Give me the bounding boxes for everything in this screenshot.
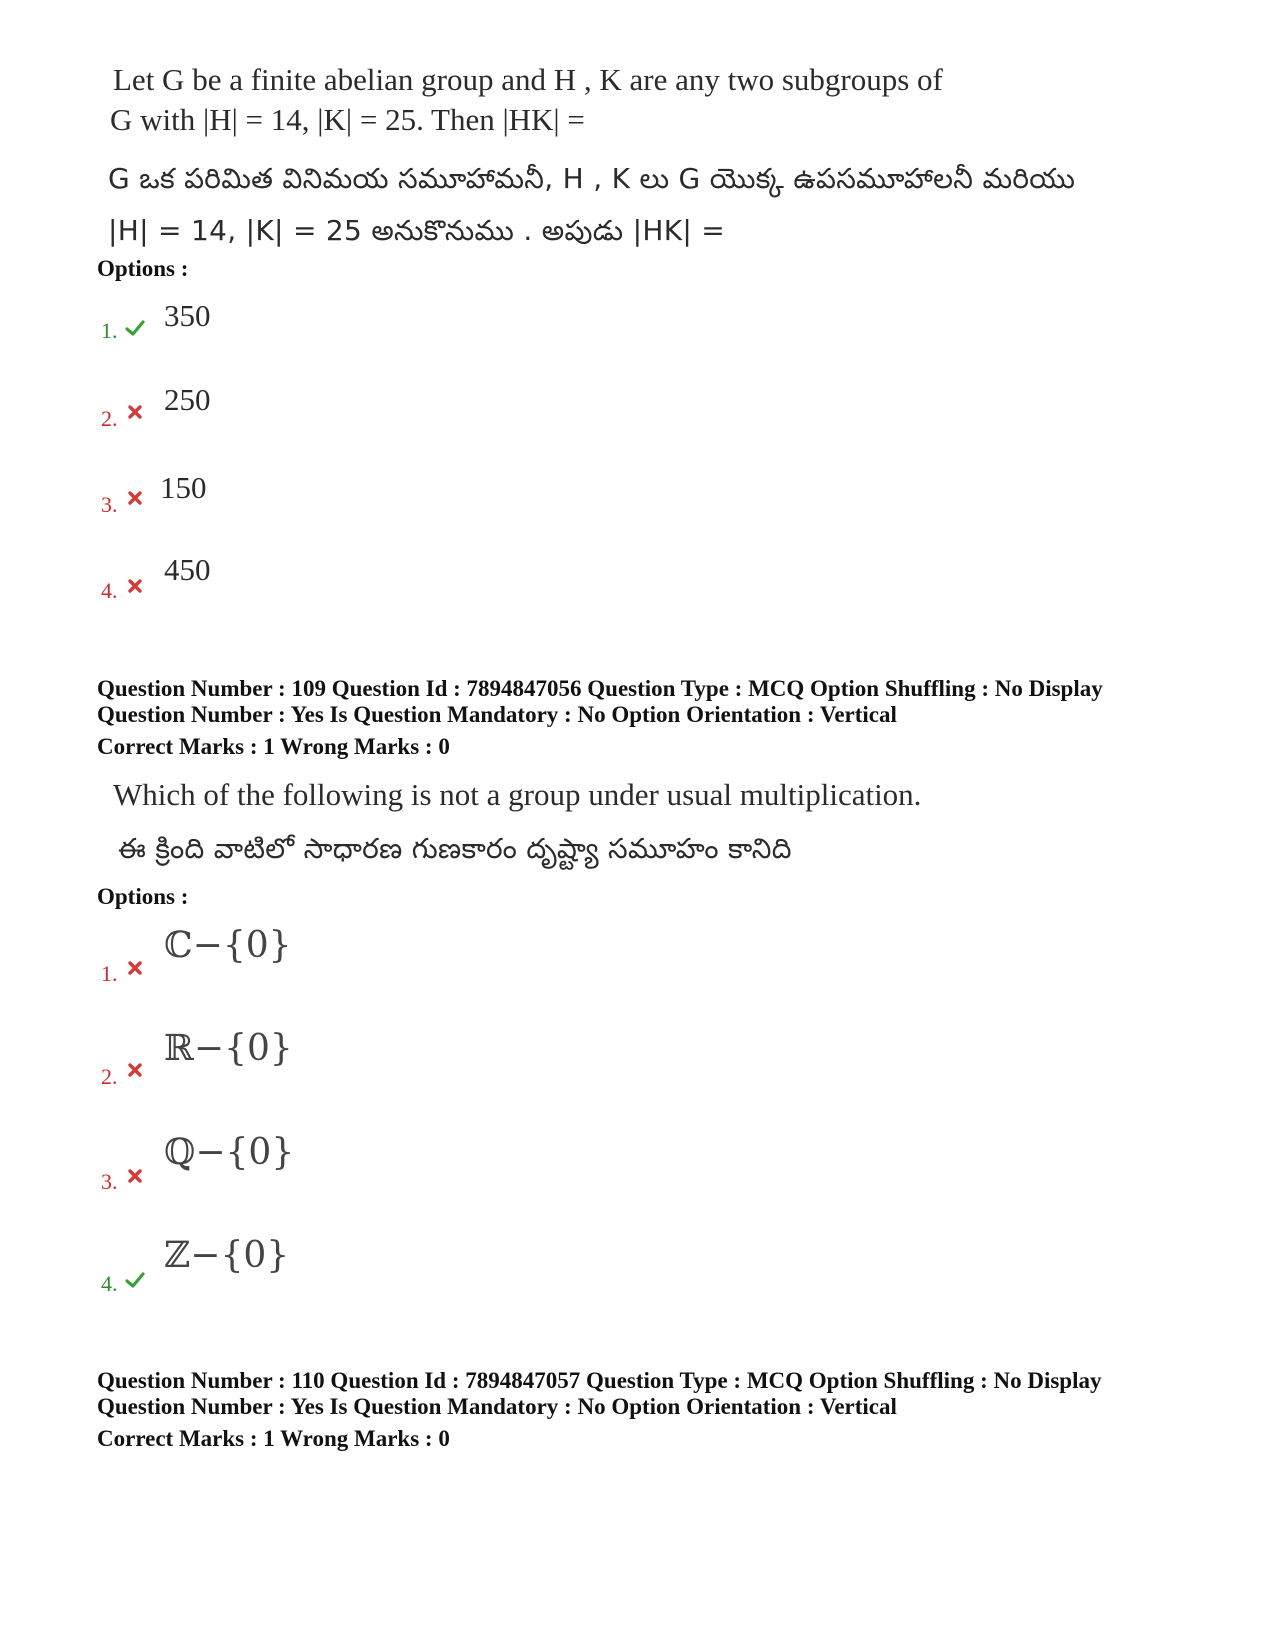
option-number: 2. xyxy=(101,1064,118,1089)
q109-options-label: Options : xyxy=(97,884,189,909)
option-number: 4. xyxy=(101,1271,118,1296)
q108-option-4 xyxy=(101,552,501,612)
q108-telugu-text xyxy=(108,162,1075,254)
q109-meta-line-1: Question Number : 109 Question Id : 7894847056 Question Type : MCQ Option Shuffling : No Display xyxy=(97,676,1103,701)
option-number: 4. xyxy=(101,578,118,603)
q108-option-3 xyxy=(101,470,501,530)
q108-option-2 xyxy=(101,382,501,442)
option-number: 3. xyxy=(101,492,118,517)
q109-option-3 xyxy=(101,1132,501,1192)
option-value: ℚ−{0} xyxy=(164,1132,295,1173)
q109-meta-line-2: Question Number : Yes Is Question Mandatory : No Option Orientation : Vertical xyxy=(97,702,897,727)
q110-meta-line-1: Question Number : 110 Question Id : 7894847057 Question Type : MCQ Option Shuffling : No Display xyxy=(97,1368,1102,1393)
cross-icon xyxy=(125,576,145,596)
cross-icon xyxy=(125,1166,145,1186)
option-value: ℂ−{0} xyxy=(164,925,292,966)
option-value: 450 xyxy=(164,552,211,587)
q108-english-line-2: G with |H| = 14, |K| = 25. Then |HK| = xyxy=(110,102,585,137)
q109-english-line: Which of the following is not a group under usual multiplication. xyxy=(113,777,922,812)
q109-telugu-line: ఈ క్రింది వాటిలో సాధారణ గుణకారం దృష్ట్యా సమూహం కానిది xyxy=(118,832,792,865)
q109-question-text xyxy=(113,777,921,813)
q109-option-2 xyxy=(101,1028,501,1088)
q109-telugu-text xyxy=(118,832,792,872)
q108-options-label: Options : xyxy=(97,256,189,281)
q108-option-1 xyxy=(101,298,501,358)
option-value: ℝ−{0} xyxy=(164,1028,293,1069)
q109-marks-line: Correct Marks : 1 Wrong Marks : 0 xyxy=(97,734,450,759)
q108-telugu-line-2: |H| = 14, |K| = 25 అనుకొనుము . అపుడు |HK| = xyxy=(108,214,726,247)
q109-option-4 xyxy=(101,1235,501,1295)
q108-question-text xyxy=(110,62,943,138)
check-icon xyxy=(125,318,145,338)
cross-icon xyxy=(125,402,145,422)
q108-telugu-line-1: G ఒక పరిమిత వినిమయ సమూహామనీ, H , K లు G యొక్క ఉపసమూహాలనీ మరియు xyxy=(108,162,1076,195)
cross-icon xyxy=(125,1060,145,1080)
option-value: 350 xyxy=(164,298,211,333)
q110-marks-line: Correct Marks : 1 Wrong Marks : 0 xyxy=(97,1426,450,1451)
cross-icon xyxy=(125,488,145,508)
option-number: 1. xyxy=(101,318,118,343)
option-value: ℤ−{0} xyxy=(164,1235,290,1276)
option-value: 150 xyxy=(160,470,207,505)
option-value: 250 xyxy=(164,382,211,417)
cross-icon xyxy=(125,958,145,978)
q108-english-line-1: Let G be a finite abelian group and H , K are any two subgroups of xyxy=(113,62,943,97)
option-number: 2. xyxy=(101,406,118,431)
q110-meta-line-2: Question Number : Yes Is Question Mandatory : No Option Orientation : Vertical xyxy=(97,1394,897,1419)
option-number: 3. xyxy=(101,1169,118,1194)
q109-option-1 xyxy=(101,925,501,985)
check-icon xyxy=(125,1270,145,1290)
option-number: 1. xyxy=(101,961,118,986)
